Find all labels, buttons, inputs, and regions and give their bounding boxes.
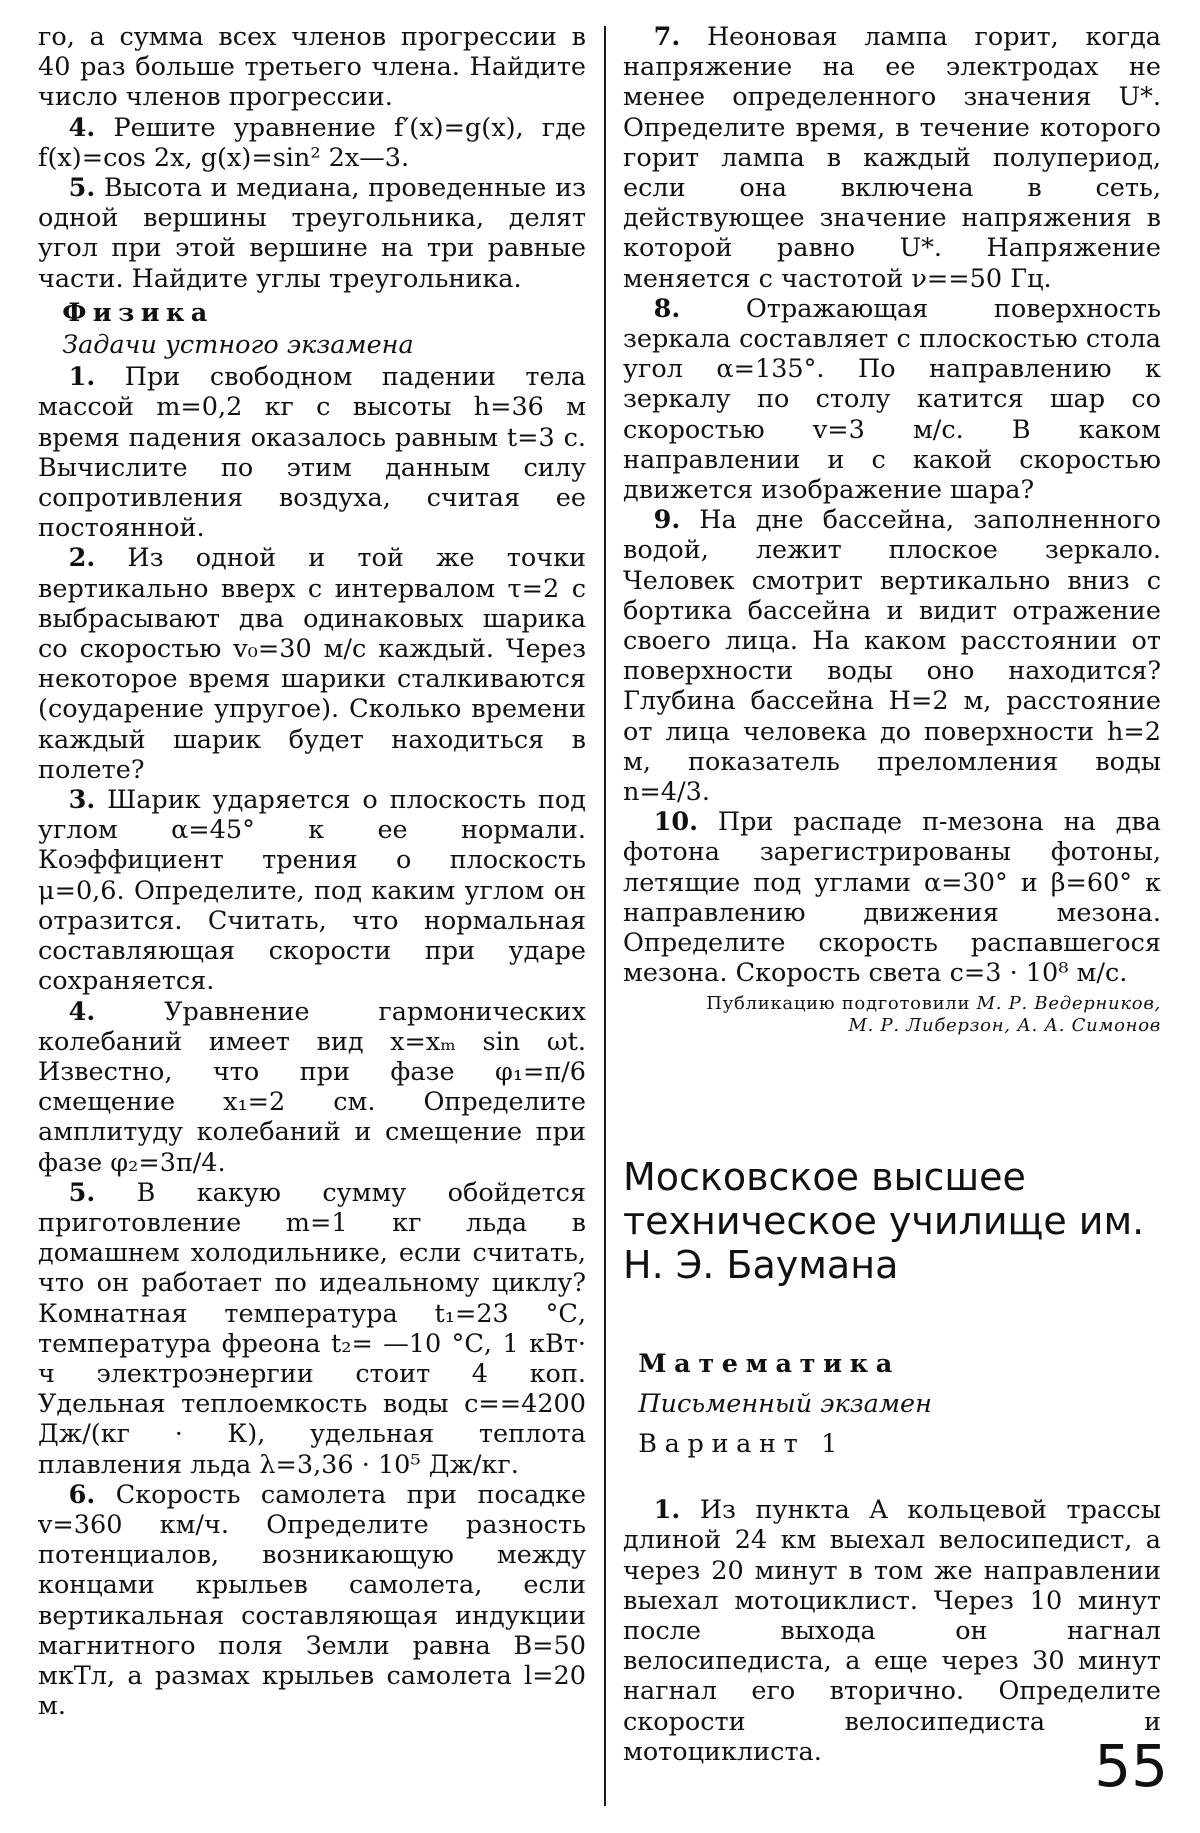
physics-problem-4	[38, 997, 586, 1178]
problem-text: При распаде π-мезона на два фотона зарегистрированы фотоны, летящие под углами α=30° и β=60° к направлению движения мезона. Определите скорость распавшегося мезона. Скорость света c=3 · 10⁸ м/с.	[623, 807, 1161, 989]
problem-number: 1.	[653, 1495, 681, 1526]
problem-text: При свободном падении тела массой m=0,2 кг с высоты h=36 м время падения оказалось равным t=3 с. Вычислите по этим данным силу сопротивления воздуха, считая ее постоянной.	[38, 362, 587, 544]
column-divider	[604, 26, 606, 1806]
problem-text: Из одной и той же точки вертикально вверх с интервалом τ=2 с выбрасывают два одинаковых шарика со скоростью v₀=30 м/с каждый. Через некоторое время шарики сталкиваются (соударение упругое). Сколько времени каждый шарик будет находиться в полете?	[38, 543, 587, 785]
credit-line-1	[623, 993, 1161, 1015]
physics-problem-3	[38, 785, 586, 996]
problem-number: 5.	[68, 173, 96, 204]
variant-heading: Вариант 1	[638, 1428, 846, 1459]
math-problem-1	[623, 1495, 1161, 1767]
math-problem-4	[38, 113, 586, 173]
publication-credit	[623, 993, 1161, 1037]
problem-text: Скорость самолета при посадке v=360 км/ч. Определите разность потенциалов, возникающую между концами крыльев самолета, если вертикальная составляющая индукции магнитного поля Земли равна B=50 мкТл, а размах крыльев самолета l=20 м.	[38, 1479, 587, 1722]
left-column	[38, 22, 586, 1721]
problem-text: Уравнение гармонических колебаний имеет вид x=xₘ sin ωt. Известно, что при фазе φ₁=π/6 смещение x₁=2 см. Определите амплитуду колебаний и смещение при фазе φ₂=3π/4.	[38, 996, 586, 1178]
credit-names-2: М. Р. Либерзон, А. А. Симонов	[848, 1014, 1161, 1036]
problem-number: 4.	[68, 112, 96, 143]
written-exam-heading: Письменный экзамен	[638, 1388, 932, 1419]
problem-text: Отражающая поверхность зеркала составляет с плоскостью стола угол α=135°. По направлению к зеркалу по столу катится шар со скоростью v=3 м/с. В каком направлении и с какой скоростью движется изображение шара?	[623, 293, 1162, 506]
physics-problem-8	[623, 294, 1161, 505]
physics-problem-5	[38, 1178, 586, 1480]
physics-problem-2	[38, 543, 586, 785]
math-problem-5	[38, 173, 586, 294]
problem-number: 6.	[68, 1479, 96, 1510]
problem-number: 8.	[653, 293, 681, 324]
math-heading: Математика	[638, 1348, 900, 1379]
physics-heading: Физика	[62, 297, 214, 328]
problem-number: 9.	[653, 505, 681, 536]
problem-number: 7.	[653, 22, 681, 52]
physics-problem-10	[623, 807, 1161, 988]
continued-problem-text: го, а сумма всех членов прогрессии в 40 раз больше третьего члена. Найдите число членов прогрессии.	[38, 22, 586, 113]
problem-text: Решите уравнение f′(x)=g(x), где f(x)=cos 2x, g(x)=sin² 2x—3.	[38, 112, 586, 173]
credit-label: Публикацию подготовили	[706, 992, 971, 1014]
right-column	[623, 22, 1161, 1767]
physics-problem-7	[623, 22, 1161, 294]
page-number: 55	[1094, 1732, 1168, 1800]
problem-number: 5.	[68, 1177, 96, 1208]
problem-text: Высота и медиана, проведенные из одной вершины треугольника, делят угол при этой вершине на три равные части. Найдите углы треугольника.	[38, 173, 587, 294]
problem-number: 2.	[68, 543, 96, 574]
problem-text: Неоновая лампа горит, когда напряжение на ее электродах не менее определенного значения U*. Определите время, в течение которого горит лампа в каждый полупериод, если она включена в сеть, действующее значение напряжения в которой равно U*. Напряжение меняется с частотой ν==50 Гц.	[623, 22, 1161, 294]
problem-text: В какую сумму обойдется приготовление m=1 кг льда в домашнем холодильнике, если считать, что он работает по идеальному циклу? Комнатная температура t₁=23 °С, температура фреона t₂= —10 °С, 1 кВт· ч электроэнергии стоит 4 коп. Удельная теплоемкость воды c==4200 Дж/(кг · К), удельная теплота плавления льда λ=3,36 · 10⁵ Дж/кг.	[38, 1177, 586, 1480]
problem-number: 4.	[68, 996, 96, 1027]
problem-number: 1.	[68, 362, 96, 393]
physics-problem-6	[38, 1480, 586, 1722]
credit-names-1: М. Р. Ведерников,	[976, 992, 1161, 1014]
physics-problem-9	[623, 505, 1161, 807]
problem-text: Шарик ударяется о плоскость под углом α=45° к ее нормали. Коэффициент трения о плоскость μ=0,6. Определите, под каким углом он отразится. Считать, что нормальная составляющая скорости при ударе сохраняется.	[38, 785, 586, 997]
problem-number: 10.	[653, 807, 698, 838]
problem-text: Из пункта A кольцевой трассы длиной 24 км выехал велосипедист, а через 20 минут в том же направлении выехал мотоциклист. Через 10 минут после выхода он нагнал велосипедиста, а еще через 30 минут нагнал его вторично. Определите скорости велосипедиста и мотоциклиста.	[623, 1495, 1161, 1767]
problem-number: 3.	[68, 785, 96, 816]
oral-exam-heading: Задачи устного экзамена	[62, 330, 414, 361]
physics-problem-1	[38, 362, 586, 543]
problem-text: На дне бассейна, заполненного водой, лежит плоское зеркало. Человек смотрит вертикально вниз с бортика бассейна и видит отражение своего лица. На каком расстоянии от поверхности воды оно находится? Глубина бассейна H=2 м, расстояние от лица человека до поверхности h=2 м, показатель преломления воды n=4/3.	[623, 505, 1161, 808]
school-title: Московское высшее техническое училище им. Н. Э. Баумана	[623, 1154, 1145, 1287]
